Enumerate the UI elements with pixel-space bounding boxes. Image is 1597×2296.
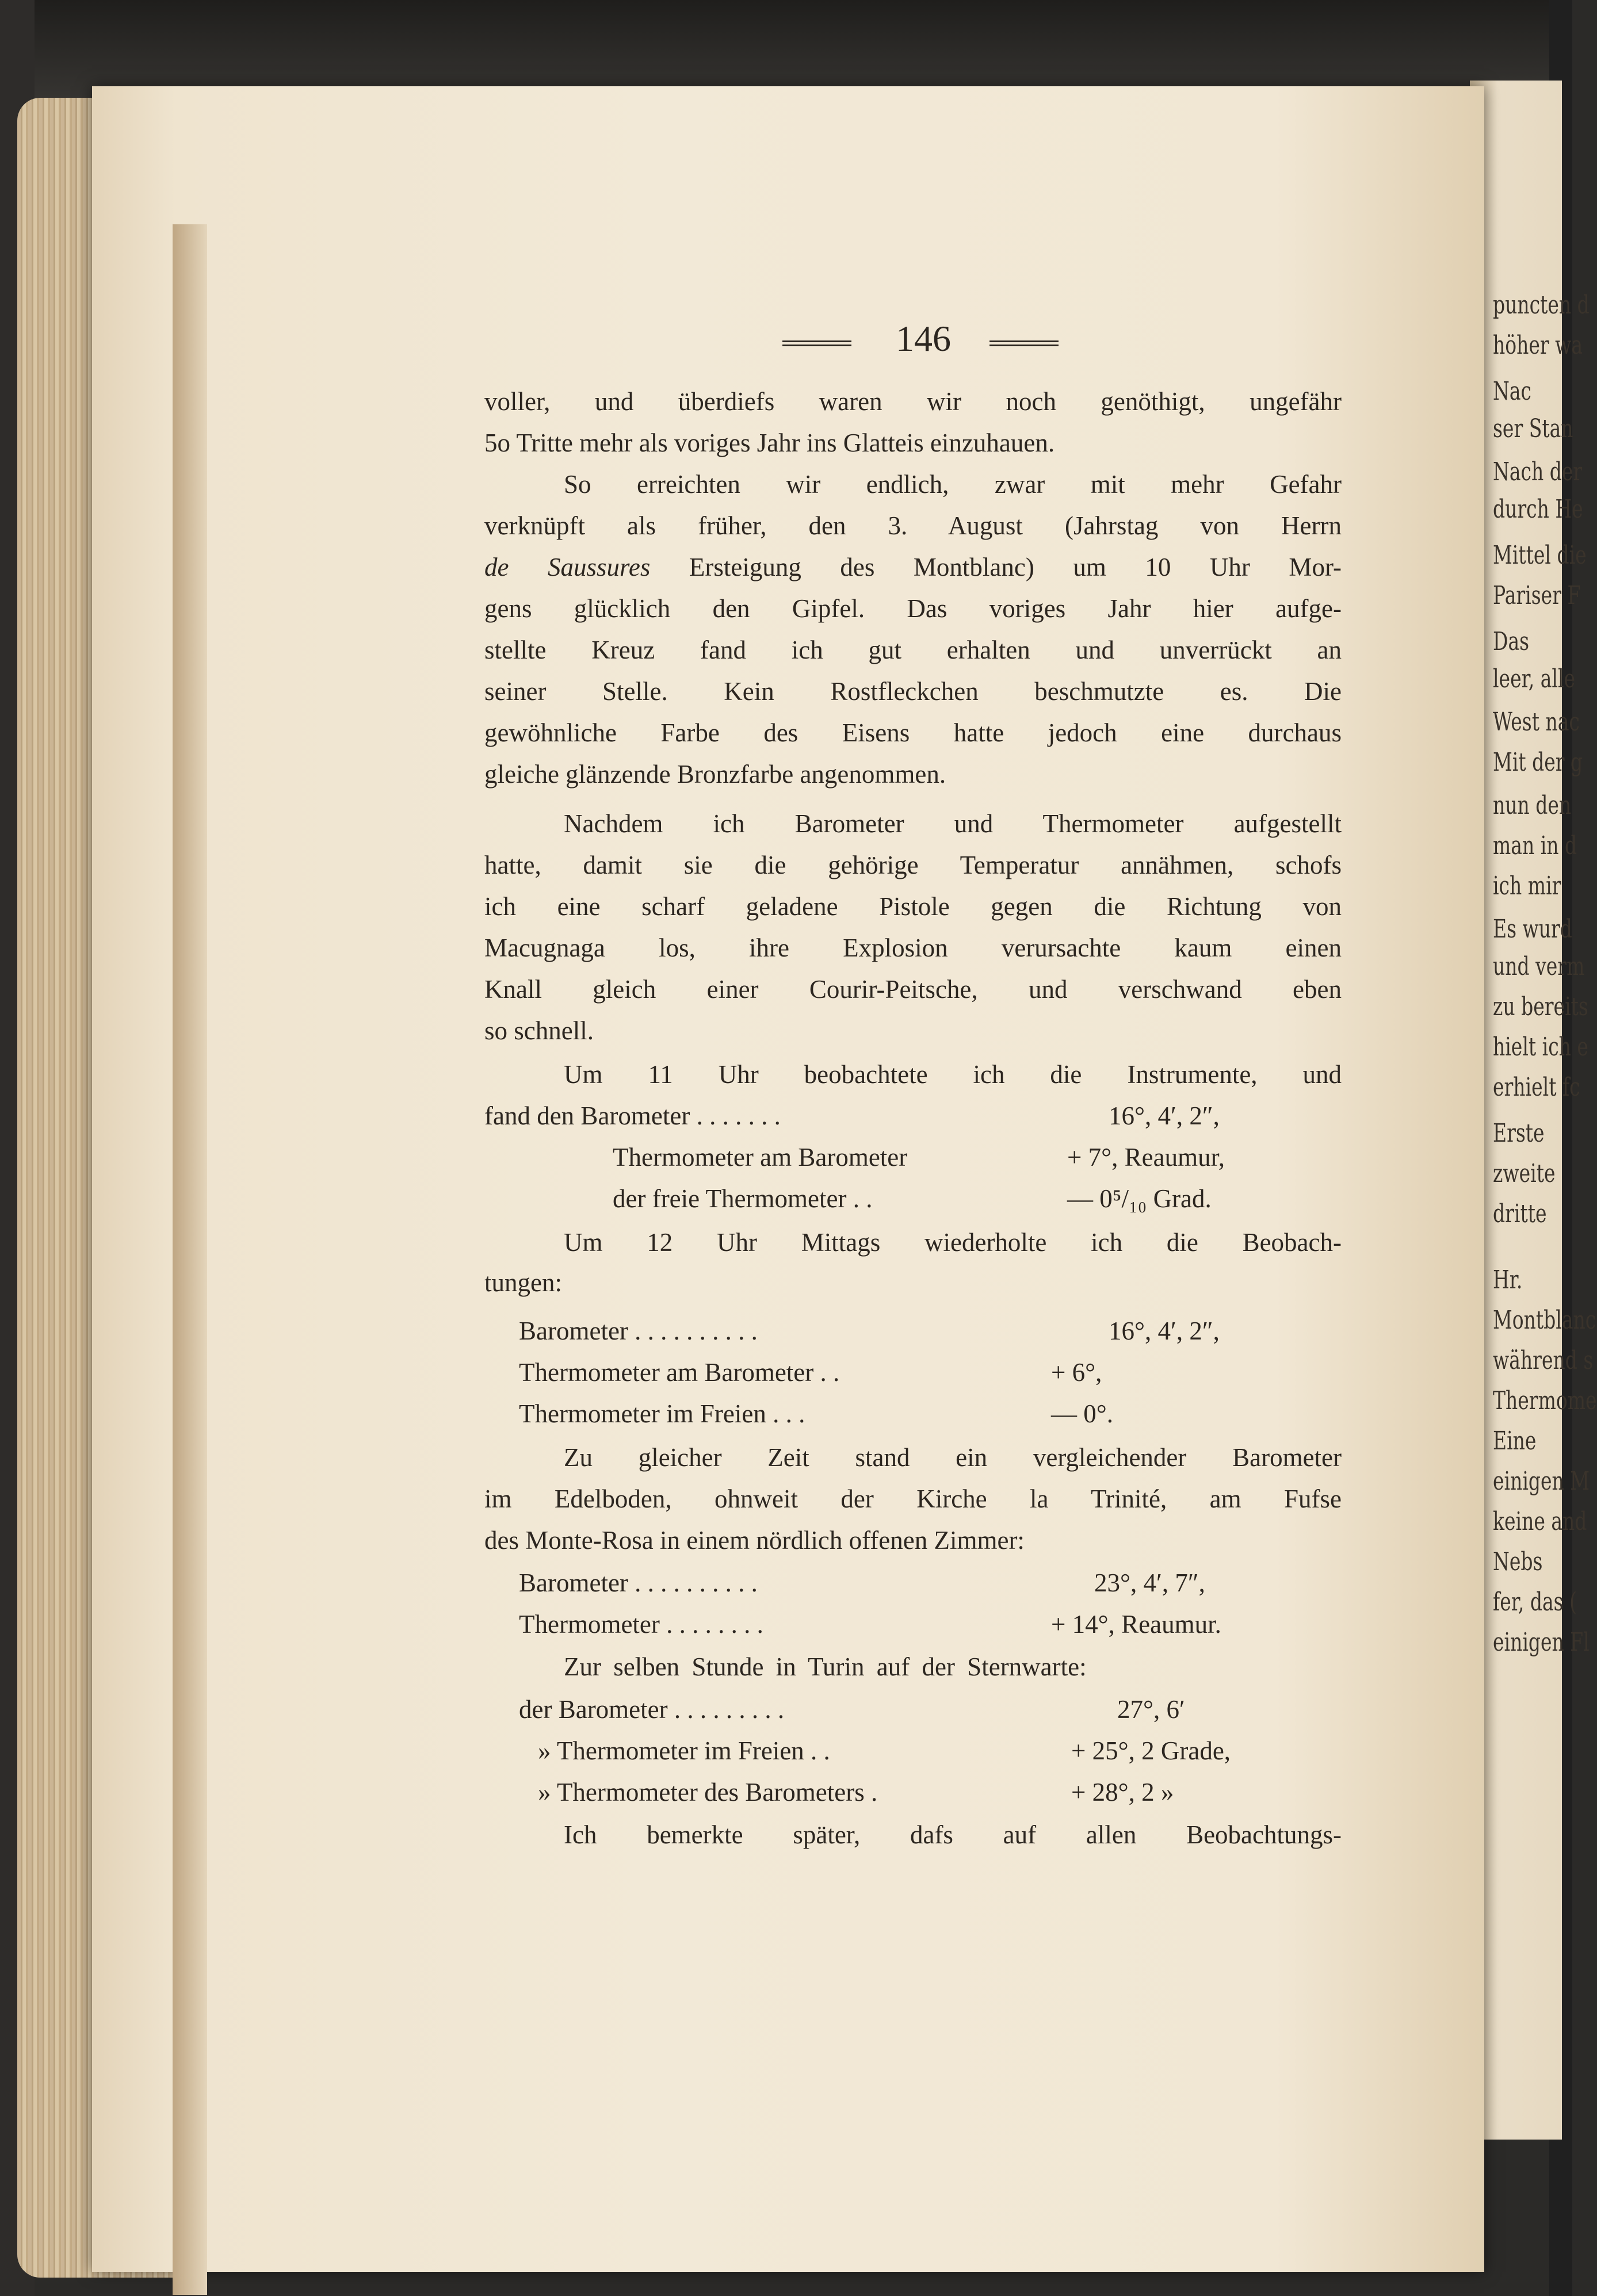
observation-label: Thermometer im Freien . . . (519, 1399, 805, 1428)
text-line: gewöhnliche Farbe des Eisens hatte jedoch eine durchaus (484, 718, 1342, 747)
observation-value: + 7°, Reaumur, (1067, 1143, 1225, 1172)
text-line: Zur selben Stunde in Turin auf der Sternwarte: (564, 1652, 1087, 1681)
text-line: So erreichten wir endlich, zwar mit mehr Gefahr (564, 470, 1342, 499)
text-line: so schnell. (484, 1016, 594, 1045)
text-line: voller, und überdiefs waren wir noch genöthigt, ungefähr (484, 387, 1342, 416)
text-line: Zu gleicher Zeit stand ein vergleichender Barometer (564, 1443, 1342, 1472)
observation-value: + 25°, 2 Grade, (1071, 1736, 1231, 1765)
observation-value: 27°, 6′ (1117, 1695, 1185, 1724)
facing-page-line: durch He (1493, 495, 1583, 524)
text-line: stellte Kreuz fand ich gut erhalten und unverrückt an (484, 636, 1342, 664)
text-line (484, 550, 1342, 584)
facing-page-line: Pariser F (1493, 581, 1581, 610)
text-rest: Ersteigung des Montblanc) um 10 Uhr Mor- (689, 553, 1342, 581)
facing-page-line: Hr. (1493, 1265, 1523, 1295)
observation-label: fand den Barometer . . . . . . . (484, 1101, 781, 1130)
facing-page-line: während s (1493, 1346, 1594, 1375)
observation-value: + 6°, (1051, 1358, 1102, 1387)
facing-page-line: leer, alle (1493, 664, 1576, 694)
text-line: hatte, damit sie die gehörige Temperatur annähmen, schofs (484, 851, 1342, 879)
header-rule-left (782, 340, 851, 346)
observation-value: — 0⁵/₁₀ Grad. (1067, 1184, 1212, 1213)
observation-label: Thermometer . . . . . . . . (519, 1610, 763, 1639)
facing-page-line: Nach der (1493, 457, 1583, 487)
observation-value: + 28°, 2 » (1071, 1778, 1174, 1807)
observation-label: » Thermometer im Freien . . (538, 1736, 830, 1765)
observation-label: Barometer . . . . . . . . . . (519, 1568, 758, 1597)
facing-page-line: hielt ich e (1493, 1032, 1588, 1062)
text-line: 5o Tritte mehr als voriges Jahr ins Glatteis einzuhauen. (484, 428, 1055, 457)
text-line: Um 11 Uhr beobachtete ich die Instrumente, und (564, 1060, 1342, 1089)
observation-value: 23°, 4′, 7″, (1094, 1568, 1205, 1597)
page-number: 146 (896, 318, 951, 359)
observation-value: — 0°. (1051, 1399, 1113, 1428)
facing-page-line: zu bereits (1493, 992, 1588, 1021)
facing-page-line: einigen Fl (1493, 1628, 1590, 1657)
facing-page-line: erhielt fc (1493, 1073, 1580, 1102)
observation-label: der Barometer . . . . . . . . . (519, 1695, 785, 1724)
italic-name: de Saussures (484, 553, 651, 581)
facing-page-line: Nac (1493, 377, 1532, 406)
observation-value: 16°, 4′, 2″, (1109, 1101, 1220, 1130)
facing-page-line: Es wurd (1493, 914, 1572, 944)
observation-value: 16°, 4′, 2″, (1109, 1317, 1220, 1345)
facing-page-line: puncten d (1493, 290, 1590, 320)
facing-page-line: dritte (1493, 1199, 1547, 1229)
facing-page-line: Erste (1493, 1119, 1545, 1148)
facing-page-line: einigen M (1493, 1467, 1590, 1496)
text-line: im Edelboden, ohnweit der Kirche la Trinité, am Fufse (484, 1484, 1342, 1513)
facing-page-line: Mittel die (1493, 541, 1587, 570)
text-line: Um 12 Uhr Mittags wiederholte ich die Beobach- (564, 1228, 1342, 1257)
facing-page-line: Montblanc (1493, 1306, 1596, 1335)
facing-page-line: man in d (1493, 831, 1577, 860)
observation-label: » Thermometer des Barometers . (538, 1778, 878, 1807)
facing-page-line: keine and (1493, 1507, 1587, 1536)
observation-value: + 14°, Reaumur. (1051, 1610, 1221, 1639)
text-line: Ich bemerkte später, dafs auf allen Beobachtungs- (564, 1820, 1342, 1849)
text-line: Macugnaga los, ihre Explosion verursachte kaum einen (484, 933, 1342, 962)
text-line: gens glücklich den Gipfel. Das voriges Jahr hier aufge- (484, 594, 1342, 623)
text-line: ich eine scharf geladene Pistole gegen die Richtung von (484, 892, 1342, 921)
facing-page-line: ich mir (1493, 871, 1561, 901)
page-header (782, 318, 1070, 359)
text-line: Knall gleich einer Courir-Peitsche, und verschwand eben (484, 975, 1342, 1004)
facing-page-line: fer, das ( (1493, 1587, 1577, 1617)
facing-page-line: ser Stan (1493, 414, 1573, 443)
facing-page-line: West nac (1493, 707, 1580, 737)
observation-label: Thermometer am Barometer . . (519, 1358, 840, 1387)
observation-label: Barometer . . . . . . . . . . (519, 1317, 758, 1345)
text-line: seiner Stelle. Kein Rostfleckchen beschmutzte es. Die (484, 677, 1342, 706)
facing-page-line: Das (1493, 627, 1530, 656)
facing-page-line: Nebs (1493, 1547, 1543, 1576)
page-gutter-shadow (173, 224, 207, 2295)
text-line: Nachdem ich Barometer und Thermometer aufgestellt (564, 809, 1342, 838)
text-line: tungen: (484, 1268, 562, 1297)
facing-page-line: zweite (1493, 1159, 1556, 1188)
observation-label: der freie Thermometer . . (613, 1184, 873, 1213)
text-line: des Monte-Rosa in einem nördlich offenen Zimmer: (484, 1526, 1025, 1555)
facing-page-line: Eine (1493, 1426, 1537, 1456)
facing-page-line: nun den (1493, 791, 1572, 820)
facing-page-line: und verm (1493, 952, 1585, 981)
facing-page-line: höher wa (1493, 331, 1583, 360)
header-rule-right (989, 340, 1059, 346)
text-line: gleiche glänzende Bronzfarbe angenommen. (484, 760, 946, 789)
facing-page-line: Thermome (1493, 1386, 1597, 1415)
text-line: verknüpft als früher, den 3. August (Jahrstag von Herrn (484, 511, 1342, 540)
facing-page-line: Mit der g (1493, 748, 1583, 777)
observation-label: Thermometer am Barometer (613, 1143, 908, 1172)
